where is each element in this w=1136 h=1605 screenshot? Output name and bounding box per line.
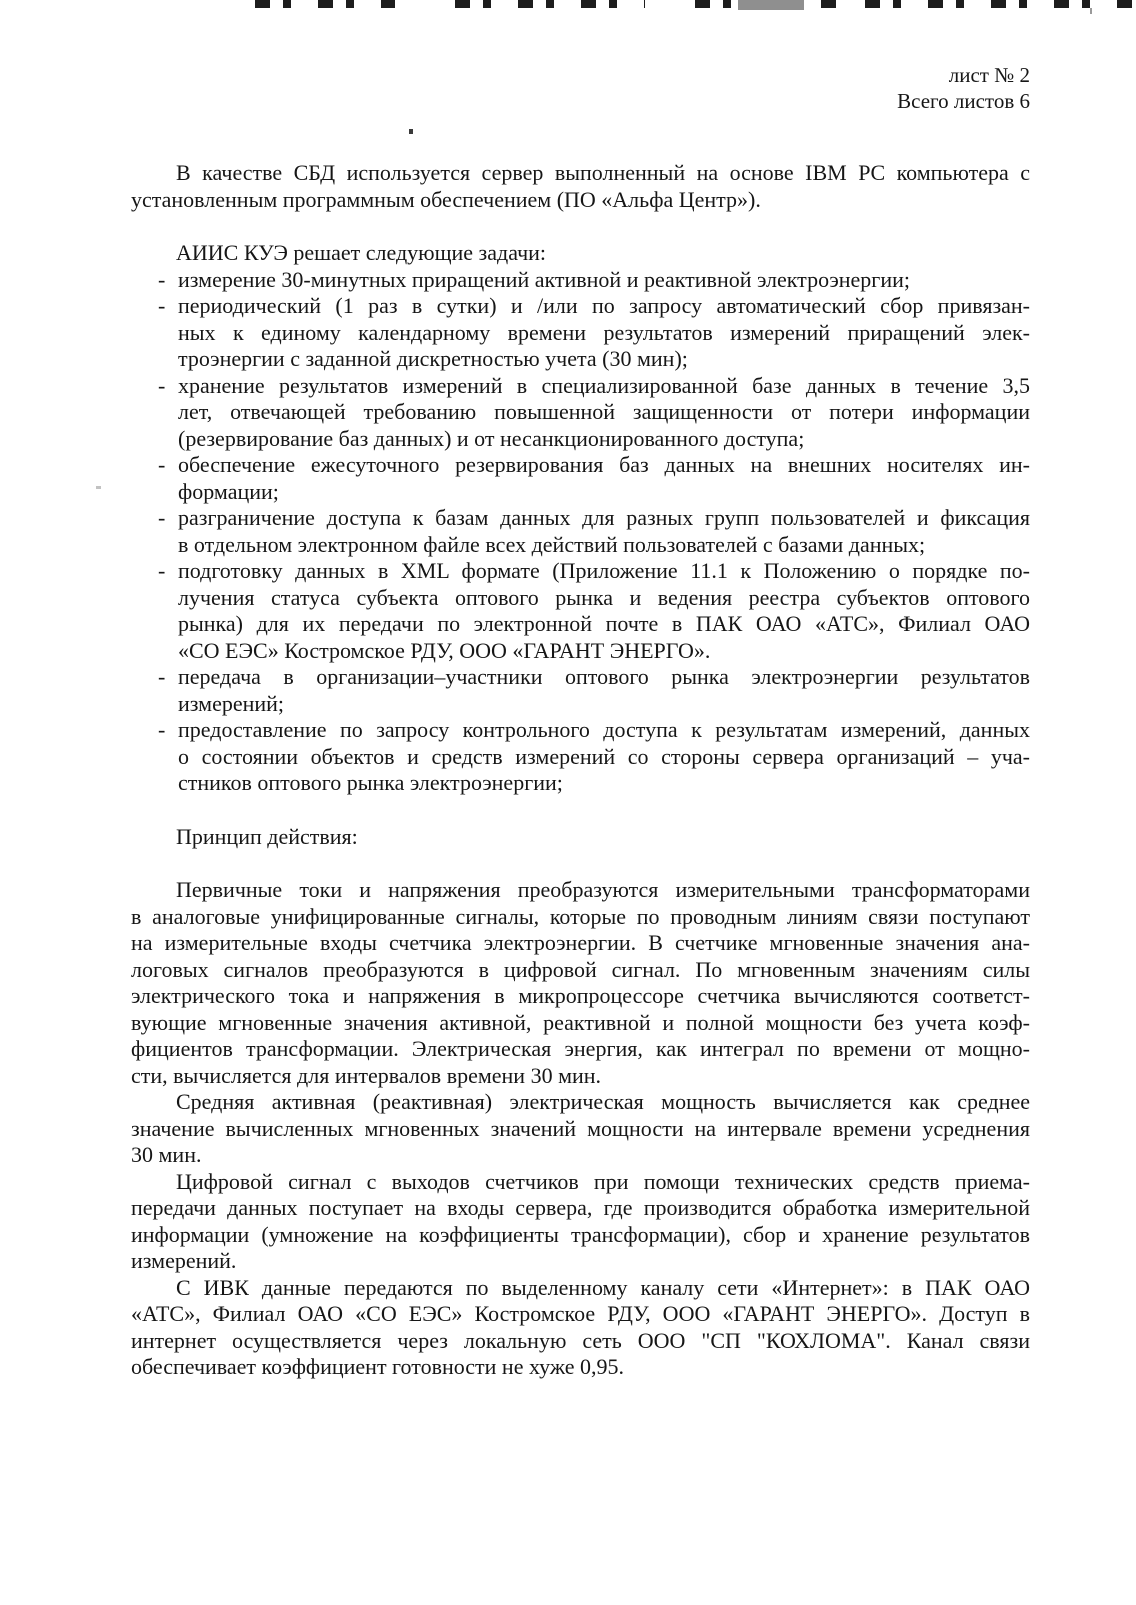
text-line: В качестве СБД используется сервер выполненный на основе IBM PC компьютера с	[176, 160, 1030, 185]
text-line: лет, отвечающей требованию повышенной защищенности от потери информации	[178, 399, 1030, 424]
paragraph	[131, 1169, 1030, 1275]
text-line: передача в организации–участники оптового рынка электроэнергии результатов	[178, 664, 1030, 689]
list-item-marker: -	[158, 664, 166, 689]
list-item	[131, 293, 1030, 373]
text-line: установленным программным обеспечением (ПО «Альфа Центр»).	[131, 186, 761, 212]
list-item	[131, 717, 1030, 797]
list-item-marker: -	[158, 558, 166, 583]
text-line: значение вычисленных мгновенных значений мощности на интервале времени усреднения	[131, 1115, 1030, 1141]
text-line: (резервирование баз данных) и от несанкционированного доступа;	[178, 425, 805, 451]
text-line: на измерительные входы счетчика электроэнергии. В счетчике мгновенные значения ана-	[131, 930, 1030, 955]
scan-artifact-top-band	[865, 0, 1136, 8]
paragraph	[131, 1089, 1030, 1169]
scan-artifact-top-band	[255, 0, 395, 8]
total-sheets: Всего листов 6	[897, 89, 1030, 113]
text-line: троэнергии с заданной дискретностью учета (30 мин);	[178, 346, 688, 371]
scan-artifact-top-band	[455, 0, 645, 8]
paragraph	[131, 240, 1030, 267]
text-line: обеспечивает коэффициент готовности не хуже 0,95.	[131, 1354, 625, 1379]
text-line: фициентов трансформации. Электрическая энергия, как интеграл по времени от мощно-	[131, 1036, 1030, 1061]
text-line: электрического тока и напряжения в микропроцессоре счетчика вычисляются соответст-	[131, 983, 1030, 1008]
list-item	[131, 505, 1030, 558]
list-item-marker: -	[158, 266, 166, 292]
text-line: лучения статуса субъекта оптового рынка и ведения реестра субъектов оптового	[178, 584, 1030, 610]
list-item-marker: -	[158, 717, 166, 742]
list-item-marker: -	[158, 505, 166, 530]
list-item-marker: -	[158, 452, 166, 477]
sheet-number: лист № 2	[948, 63, 1030, 87]
text-line: «СО ЕЭС» Костромское РДУ, ООО «ГАРАНТ ЭНЕРГО».	[178, 637, 711, 663]
text-line: С ИВК данные передаются по выделенному каналу сети «Интернет»: в ПАК ОАО	[176, 1274, 1030, 1300]
document-body	[131, 160, 1030, 1381]
text-line: измерение 30-минутных приращений активной и реактивной электроэнергии;	[178, 266, 910, 292]
text-line: интернет осуществляется через локальную сеть ООО "СП "КОХЛОМА". Канал связи	[131, 1327, 1030, 1353]
scan-artifact-dot	[96, 486, 101, 489]
text-line: обеспечение ежесуточного резервирования баз данных на внешних носителях ин-	[178, 452, 1030, 477]
text-line: разграничение доступа к базам данных для разных групп пользователей и фиксация	[178, 505, 1030, 530]
text-line: Первичные токи и напряжения преобразуются измерительными трансформаторами	[176, 877, 1030, 902]
paragraph	[131, 160, 1030, 213]
text-line: хранение результатов измерений в специализированной базе данных в течение 3,5	[178, 372, 1030, 398]
paragraph	[131, 824, 1030, 851]
list-item	[131, 664, 1030, 717]
text-line: периодический (1 раз в сутки) и /или по запросу автоматический сбор привязан-	[178, 293, 1030, 318]
text-line: ных к единому календарному времени результатов измерений приращений элек-	[178, 319, 1030, 345]
text-line: 30 мин.	[131, 1142, 202, 1167]
scan-artifact-dot	[409, 129, 413, 134]
text-line: «АТС», Филиал ОАО «СО ЕЭС» Костромское РДУ, ООО «ГАРАНТ ЭНЕРГО». Доступ в	[131, 1301, 1030, 1326]
text-line: АИИС КУЭ решает следующие задачи:	[176, 240, 547, 265]
list-item-marker: -	[158, 372, 166, 398]
list-item	[131, 373, 1030, 453]
text-line: Цифровой сигнал с выходов счетчиков при помощи технических средств приема-	[176, 1168, 1030, 1194]
text-line: измерений;	[178, 690, 285, 716]
text-line: предоставление по запросу контрольного доступа к результатам измерений, данных	[178, 717, 1030, 742]
text-line: передачи данных поступает на входы сервера, где производится обработка измерительной	[131, 1195, 1030, 1220]
text-line: Средняя активная (реактивная) электрическая мощность вычисляется как среднее	[176, 1089, 1030, 1114]
page-header	[897, 62, 1030, 114]
text-line: логовых сигналов преобразуются в цифровой сигнал. По мгновенным значениям силы	[131, 956, 1030, 982]
text-line: информации (умножение на коэффициенты трансформации), сбор и хранение результатов	[131, 1221, 1030, 1247]
text-line: сти, вычисляется для интервалов времени 30 мин.	[131, 1062, 602, 1088]
text-line: о состоянии объектов и средств измерений со стороны сервера организаций – уча-	[178, 743, 1030, 769]
text-line: в отдельном электронном файле всех действий пользователей с базами данных;	[178, 531, 926, 557]
scan-artifact-tick	[1090, 8, 1092, 14]
list-item	[131, 267, 1030, 294]
list-item-marker: -	[158, 293, 166, 318]
paragraph	[131, 877, 1030, 1089]
text-line: вующие мгновенные значения активной, реактивной и полной мощности без учета коэф-	[131, 1009, 1030, 1035]
text-line: Принцип действия:	[176, 823, 358, 849]
list-item	[131, 558, 1030, 664]
text-line: рынка) для их передачи по электронной почте в ПАК ОАО «АТС», Филиал ОАО	[178, 611, 1030, 636]
text-line: стников оптового рынка электроэнергии;	[178, 770, 563, 795]
text-line: формации;	[178, 478, 279, 504]
scan-artifact-gray-blob	[738, 0, 804, 10]
list-item	[131, 452, 1030, 505]
text-line: подготовку данных в XML формате (Приложение 11.1 к Положению о порядке по-	[178, 558, 1030, 583]
paragraph	[131, 1275, 1030, 1381]
text-line: в аналоговые унифицированные сигналы, которые по проводным линиям связи поступают	[131, 903, 1030, 929]
text-line: измерений.	[131, 1248, 237, 1273]
